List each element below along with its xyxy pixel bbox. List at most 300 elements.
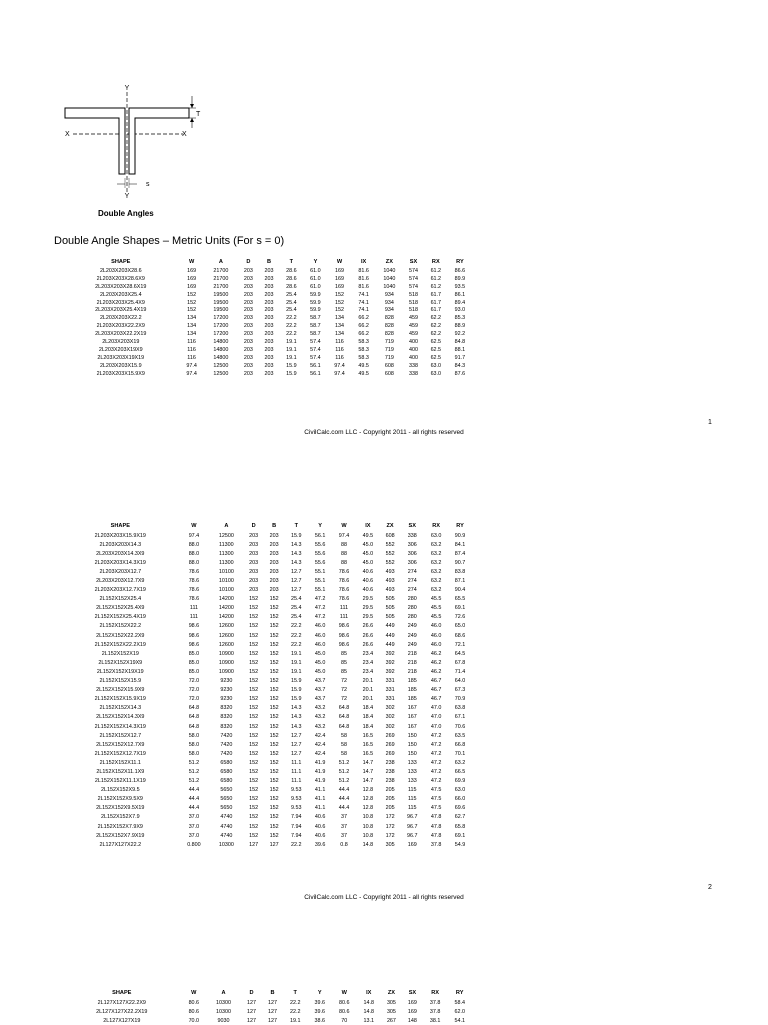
- column-header: Y: [318, 522, 323, 529]
- value-cell: 70: [341, 1017, 348, 1024]
- value-cell: 78.6: [338, 596, 350, 603]
- value-cell: 47.2: [430, 778, 442, 785]
- value-cell: 46.0: [314, 632, 326, 639]
- value-cell: 11300: [219, 550, 234, 557]
- shape-cell: 2L152X152X14.3: [99, 705, 142, 712]
- value-cell: 331: [385, 687, 395, 694]
- table-header-row: [62, 987, 472, 998]
- axis-y-bottom: Y: [124, 193, 130, 200]
- value-cell: 58.3: [358, 354, 369, 361]
- value-cell: 41.9: [314, 768, 326, 775]
- value-cell: 72: [341, 696, 348, 703]
- value-cell: 152: [269, 814, 279, 821]
- value-cell: 238: [385, 759, 395, 766]
- value-cell: 85: [341, 668, 348, 675]
- value-cell: 172: [385, 814, 395, 821]
- value-cell: 47.5: [430, 805, 442, 812]
- value-cell: 552: [385, 559, 395, 566]
- value-cell: 45.5: [430, 596, 442, 603]
- value-cell: 78.6: [188, 578, 200, 585]
- shape-cell: 2L152X152X12.7: [99, 732, 142, 739]
- value-cell: 28.6: [286, 275, 297, 282]
- value-cell: 152: [269, 659, 279, 666]
- value-cell: 331: [385, 678, 395, 685]
- value-cell: 14800: [213, 338, 229, 345]
- column-header: ZX: [387, 989, 396, 996]
- value-cell: 84.8: [454, 338, 466, 345]
- value-cell: 37: [341, 814, 348, 821]
- value-cell: 87.6: [454, 370, 466, 377]
- shape-cell: 2L152X152X11.1X9: [96, 768, 145, 775]
- value-cell: 81.6: [358, 283, 369, 290]
- value-cell: 127: [268, 999, 278, 1006]
- value-cell: 203: [243, 307, 253, 314]
- value-cell: 43.2: [314, 705, 326, 712]
- shape-cell: 2L203X203X28.6X9: [96, 275, 145, 282]
- value-cell: 152: [269, 687, 279, 694]
- value-cell: 58.4: [454, 999, 465, 1006]
- value-cell: 47.2: [314, 605, 326, 612]
- table-row: [62, 558, 472, 567]
- value-cell: 14200: [218, 605, 234, 612]
- value-cell: 42.4: [314, 750, 326, 757]
- value-cell: 1040: [383, 283, 396, 290]
- value-cell: 518: [408, 291, 418, 298]
- value-cell: 44.4: [338, 796, 350, 803]
- value-cell: 0.8: [340, 841, 348, 848]
- value-cell: 55.1: [314, 578, 326, 585]
- value-cell: 203: [269, 559, 279, 566]
- value-cell: 267: [386, 1017, 396, 1024]
- value-cell: 269: [385, 741, 395, 748]
- value-cell: 61.0: [310, 275, 321, 282]
- shape-cell: 2L203X203X22.2: [99, 315, 142, 322]
- value-cell: 152: [249, 650, 259, 657]
- value-cell: 828: [384, 315, 394, 322]
- value-cell: 93.0: [454, 307, 466, 314]
- value-cell: 88: [341, 541, 348, 548]
- value-cell: 64.5: [454, 650, 466, 657]
- value-cell: 29.5: [362, 605, 374, 612]
- value-cell: 66.2: [358, 323, 369, 330]
- value-cell: 97.4: [186, 362, 197, 369]
- value-cell: 88.0: [188, 559, 200, 566]
- diagram-caption: Double Angles: [98, 209, 154, 218]
- value-cell: 22.2: [291, 841, 302, 848]
- value-cell: 7420: [220, 741, 233, 748]
- value-cell: 518: [408, 307, 418, 314]
- value-cell: 26.6: [362, 632, 374, 639]
- value-cell: 37.0: [188, 814, 200, 821]
- value-cell: 84.3: [454, 362, 466, 369]
- double-angle-diagram: [55, 82, 215, 224]
- value-cell: 152: [269, 614, 279, 621]
- value-cell: 25.4: [291, 596, 302, 603]
- value-cell: 63.0: [430, 362, 442, 369]
- value-cell: 58.7: [310, 315, 321, 322]
- value-cell: 115: [407, 796, 417, 803]
- value-cell: 38.1: [429, 1017, 441, 1024]
- value-cell: 56.1: [310, 362, 321, 369]
- value-cell: 84.1: [454, 541, 466, 548]
- value-cell: 37.0: [188, 823, 200, 830]
- value-cell: 134: [335, 323, 344, 330]
- dim-t-label: T: [196, 111, 201, 118]
- value-cell: 133: [407, 778, 417, 785]
- value-cell: 305: [386, 1008, 396, 1015]
- value-cell: 85: [341, 650, 348, 657]
- value-cell: 203: [243, 283, 253, 290]
- table-row: [62, 686, 472, 695]
- value-cell: 392: [385, 650, 395, 657]
- value-cell: 150: [407, 741, 417, 748]
- table-row: [62, 767, 472, 776]
- value-cell: 152: [249, 659, 259, 666]
- value-cell: 14.3: [291, 714, 302, 721]
- value-cell: 10.8: [362, 814, 374, 821]
- value-cell: 134: [187, 331, 197, 338]
- value-cell: 51.2: [338, 778, 350, 785]
- value-cell: 934: [384, 299, 394, 306]
- value-cell: 45.0: [362, 559, 374, 566]
- value-cell: 518: [408, 299, 418, 306]
- value-cell: 116: [335, 346, 344, 353]
- value-cell: 65.5: [454, 596, 466, 603]
- value-cell: 10100: [218, 578, 234, 585]
- table-header-row: [62, 256, 472, 267]
- value-cell: 78.6: [338, 568, 350, 575]
- value-cell: 62.0: [454, 1008, 465, 1015]
- value-cell: 22.2: [291, 623, 302, 630]
- value-cell: 88.0: [188, 541, 200, 548]
- value-cell: 280: [407, 605, 417, 612]
- value-cell: 61.0: [310, 267, 321, 274]
- value-cell: 205: [385, 796, 395, 803]
- value-cell: 67.3: [454, 687, 466, 694]
- value-cell: 37.8: [430, 841, 442, 848]
- table-row: [62, 722, 472, 731]
- value-cell: 203: [264, 283, 274, 290]
- table-row: [62, 649, 472, 658]
- value-cell: 15.9: [286, 362, 297, 369]
- value-cell: 169: [187, 267, 197, 274]
- value-cell: 87.4: [454, 550, 466, 557]
- value-cell: 83.8: [454, 568, 466, 575]
- value-cell: 69.9: [454, 778, 466, 785]
- value-cell: 59.9: [310, 299, 321, 306]
- value-cell: 19.1: [286, 354, 297, 361]
- value-cell: 152: [249, 632, 259, 639]
- value-cell: 172: [385, 823, 395, 830]
- value-cell: 115: [407, 805, 417, 812]
- column-header: RX: [431, 989, 440, 996]
- shape-cell: 2L203X203X12.7: [99, 568, 142, 575]
- value-cell: 45.0: [314, 668, 326, 675]
- shape-cell: 2L152X152X14.3X19: [94, 723, 146, 730]
- shape-cell: 2L152X152X22.2X9: [96, 632, 145, 639]
- value-cell: 44.4: [338, 805, 350, 812]
- table-row: [62, 604, 472, 613]
- value-cell: 115: [407, 787, 417, 794]
- value-cell: 47.2: [430, 750, 442, 757]
- value-cell: 7.94: [291, 832, 302, 839]
- shape-cell: 2L152X152X25.4X19: [94, 614, 146, 621]
- value-cell: 17200: [213, 315, 229, 322]
- value-cell: 127: [247, 1008, 257, 1015]
- value-cell: 96.7: [407, 814, 418, 821]
- value-cell: 63.2: [430, 587, 442, 594]
- value-cell: 20.1: [362, 696, 374, 703]
- value-cell: 47.2: [314, 596, 326, 603]
- value-cell: 152: [249, 596, 259, 603]
- value-cell: 302: [385, 723, 395, 730]
- value-cell: 152: [249, 723, 259, 730]
- value-cell: 42.4: [314, 732, 326, 739]
- value-cell: 68.6: [454, 632, 466, 639]
- value-cell: 85.0: [188, 650, 200, 657]
- value-cell: 203: [264, 299, 274, 306]
- shape-cell: 2L152X152X7.9X19: [96, 832, 145, 839]
- value-cell: 203: [264, 315, 274, 322]
- value-cell: 16.5: [362, 741, 374, 748]
- value-cell: 127: [247, 1017, 257, 1024]
- shape-cell: 2L152X152X19X19: [96, 668, 144, 675]
- value-cell: 134: [187, 323, 197, 330]
- value-cell: 10100: [218, 568, 234, 575]
- value-cell: 10.8: [362, 832, 374, 839]
- value-cell: 64.8: [338, 714, 350, 721]
- value-cell: 58.0: [188, 750, 200, 757]
- value-cell: 152: [269, 759, 279, 766]
- table-row: [62, 613, 472, 622]
- table-row: [62, 631, 472, 640]
- value-cell: 64.8: [188, 723, 200, 730]
- table-row: [62, 640, 472, 649]
- value-cell: 51.2: [188, 768, 200, 775]
- value-cell: 43.7: [314, 696, 326, 703]
- column-header: RY: [456, 522, 464, 529]
- value-cell: 152: [249, 796, 259, 803]
- value-cell: 152: [249, 614, 259, 621]
- value-cell: 127: [268, 1017, 278, 1024]
- value-cell: 127: [247, 999, 257, 1006]
- value-cell: 47.2: [430, 732, 442, 739]
- value-cell: 26.6: [362, 641, 374, 648]
- value-cell: 111: [339, 614, 349, 621]
- value-cell: 11.1: [291, 759, 302, 766]
- value-cell: 185: [407, 678, 417, 685]
- value-cell: 12.7: [291, 568, 302, 575]
- value-cell: 493: [385, 568, 395, 575]
- value-cell: 19.1: [291, 668, 302, 675]
- value-cell: 56.1: [314, 532, 326, 539]
- value-cell: 152: [249, 714, 259, 721]
- value-cell: 19500: [213, 291, 229, 298]
- value-cell: 46.0: [314, 623, 326, 630]
- value-cell: 218: [407, 659, 417, 666]
- value-cell: 80.6: [338, 1008, 350, 1015]
- value-cell: 17200: [213, 331, 229, 338]
- value-cell: 69.6: [454, 805, 466, 812]
- value-cell: 152: [269, 641, 279, 648]
- value-cell: 12500: [213, 370, 229, 377]
- value-cell: 1040: [383, 267, 396, 274]
- value-cell: 39.6: [314, 841, 326, 848]
- table-row: [62, 998, 472, 1007]
- value-cell: 302: [385, 705, 395, 712]
- value-cell: 22.2: [286, 323, 297, 330]
- value-cell: 12.8: [362, 805, 374, 812]
- value-cell: 608: [385, 532, 395, 539]
- column-header: D: [246, 258, 251, 265]
- shape-cell: 2L152X152X9.5X9: [97, 796, 143, 803]
- table-row: [62, 540, 472, 549]
- value-cell: 19.1: [291, 650, 302, 657]
- value-cell: 152: [187, 299, 197, 306]
- value-cell: 47.2: [314, 614, 326, 621]
- column-header: IX: [365, 522, 371, 529]
- value-cell: 63.2: [430, 578, 442, 585]
- value-cell: 169: [407, 999, 417, 1006]
- value-cell: 169: [187, 275, 197, 282]
- column-header: RY: [455, 989, 464, 996]
- value-cell: 203: [264, 323, 274, 330]
- value-cell: 64.0: [454, 678, 466, 685]
- column-header: RY: [456, 258, 464, 265]
- value-cell: 828: [384, 323, 394, 330]
- column-header: W: [341, 989, 347, 996]
- value-cell: 78.6: [338, 587, 350, 594]
- shape-cell: 2L152X152X22.2X19: [94, 641, 146, 648]
- value-cell: 274: [407, 568, 417, 575]
- value-cell: 40.6: [314, 832, 326, 839]
- value-cell: 37: [341, 832, 348, 839]
- value-cell: 20.1: [362, 678, 374, 685]
- value-cell: 78.6: [188, 568, 200, 575]
- shape-cell: 2L203X203X28.6X19: [95, 283, 147, 290]
- value-cell: 14.7: [362, 768, 374, 775]
- value-cell: 46.0: [430, 641, 442, 648]
- value-cell: 127: [269, 841, 279, 848]
- value-cell: 392: [385, 668, 395, 675]
- value-cell: 78.6: [188, 587, 200, 594]
- value-cell: 74.1: [358, 291, 369, 298]
- value-cell: 203: [243, 323, 253, 330]
- value-cell: 302: [385, 714, 395, 721]
- value-cell: 203: [264, 362, 274, 369]
- value-cell: 152: [269, 832, 279, 839]
- table-row: [62, 822, 472, 831]
- value-cell: 61.7: [430, 307, 442, 314]
- value-cell: 152: [249, 732, 259, 739]
- table-row: [62, 291, 472, 299]
- column-header: B: [270, 989, 275, 996]
- value-cell: 203: [243, 275, 253, 282]
- value-cell: 305: [385, 841, 395, 848]
- value-cell: 64.8: [338, 723, 350, 730]
- value-cell: 331: [385, 696, 395, 703]
- value-cell: 88.9: [454, 323, 466, 330]
- value-cell: 203: [249, 559, 259, 566]
- value-cell: 152: [269, 632, 279, 639]
- value-cell: 0.800: [187, 841, 201, 848]
- value-cell: 29.5: [362, 596, 374, 603]
- value-cell: 15.9: [291, 696, 302, 703]
- value-cell: 63.5: [454, 732, 466, 739]
- value-cell: 400: [408, 354, 418, 361]
- value-cell: 97.4: [188, 532, 200, 539]
- value-cell: 574: [408, 267, 418, 274]
- value-cell: 493: [385, 587, 395, 594]
- value-cell: 49.5: [362, 532, 374, 539]
- table-row: [62, 299, 472, 307]
- table-row: [62, 804, 472, 813]
- shape-cell: 2L203X203X14.3X9: [96, 550, 145, 557]
- value-cell: 338: [408, 370, 418, 377]
- value-cell: 249: [407, 632, 417, 639]
- value-cell: 203: [249, 587, 259, 594]
- value-cell: 6580: [220, 768, 233, 775]
- value-cell: 62.5: [430, 354, 442, 361]
- value-cell: 78.6: [338, 578, 350, 585]
- value-cell: 116: [187, 338, 196, 345]
- value-cell: 21700: [213, 275, 229, 282]
- value-cell: 43.2: [314, 723, 326, 730]
- value-cell: 18.4: [362, 723, 374, 730]
- table-row: [62, 549, 472, 558]
- column-header: W: [191, 989, 197, 996]
- value-cell: 152: [249, 823, 259, 830]
- value-cell: 133: [407, 768, 417, 775]
- value-cell: 203: [264, 291, 274, 298]
- value-cell: 70.9: [454, 696, 466, 703]
- shape-cell: 2L203X203X25.4X19: [95, 307, 147, 314]
- value-cell: 8320: [220, 723, 233, 730]
- value-cell: 574: [408, 283, 418, 290]
- column-header: SHAPE: [110, 522, 130, 529]
- value-cell: 111: [339, 605, 349, 612]
- value-cell: 43.7: [314, 687, 326, 694]
- value-cell: 169: [187, 283, 197, 290]
- value-cell: 152: [249, 623, 259, 630]
- column-header: SX: [408, 522, 416, 529]
- value-cell: 218: [407, 668, 417, 675]
- value-cell: 238: [385, 768, 395, 775]
- value-cell: 203: [269, 532, 279, 539]
- value-cell: 203: [264, 346, 274, 353]
- table-row: [62, 567, 472, 576]
- value-cell: 116: [335, 338, 344, 345]
- table-row: [62, 786, 472, 795]
- value-cell: 150: [407, 750, 417, 757]
- value-cell: 22.2: [286, 315, 297, 322]
- value-cell: 61.2: [430, 267, 442, 274]
- table-row: [62, 840, 472, 849]
- table-row: [62, 586, 472, 595]
- value-cell: 63.8: [454, 705, 466, 712]
- value-cell: 274: [407, 578, 417, 585]
- value-cell: 12.7: [291, 587, 302, 594]
- column-header: SX: [408, 989, 417, 996]
- value-cell: 205: [385, 805, 395, 812]
- value-cell: 306: [407, 559, 417, 566]
- value-cell: 97.4: [186, 370, 197, 377]
- value-cell: 152: [269, 714, 279, 721]
- value-cell: 203: [269, 541, 279, 548]
- value-cell: 22.2: [286, 331, 297, 338]
- value-cell: 67.8: [454, 659, 466, 666]
- value-cell: 88.1: [454, 346, 466, 353]
